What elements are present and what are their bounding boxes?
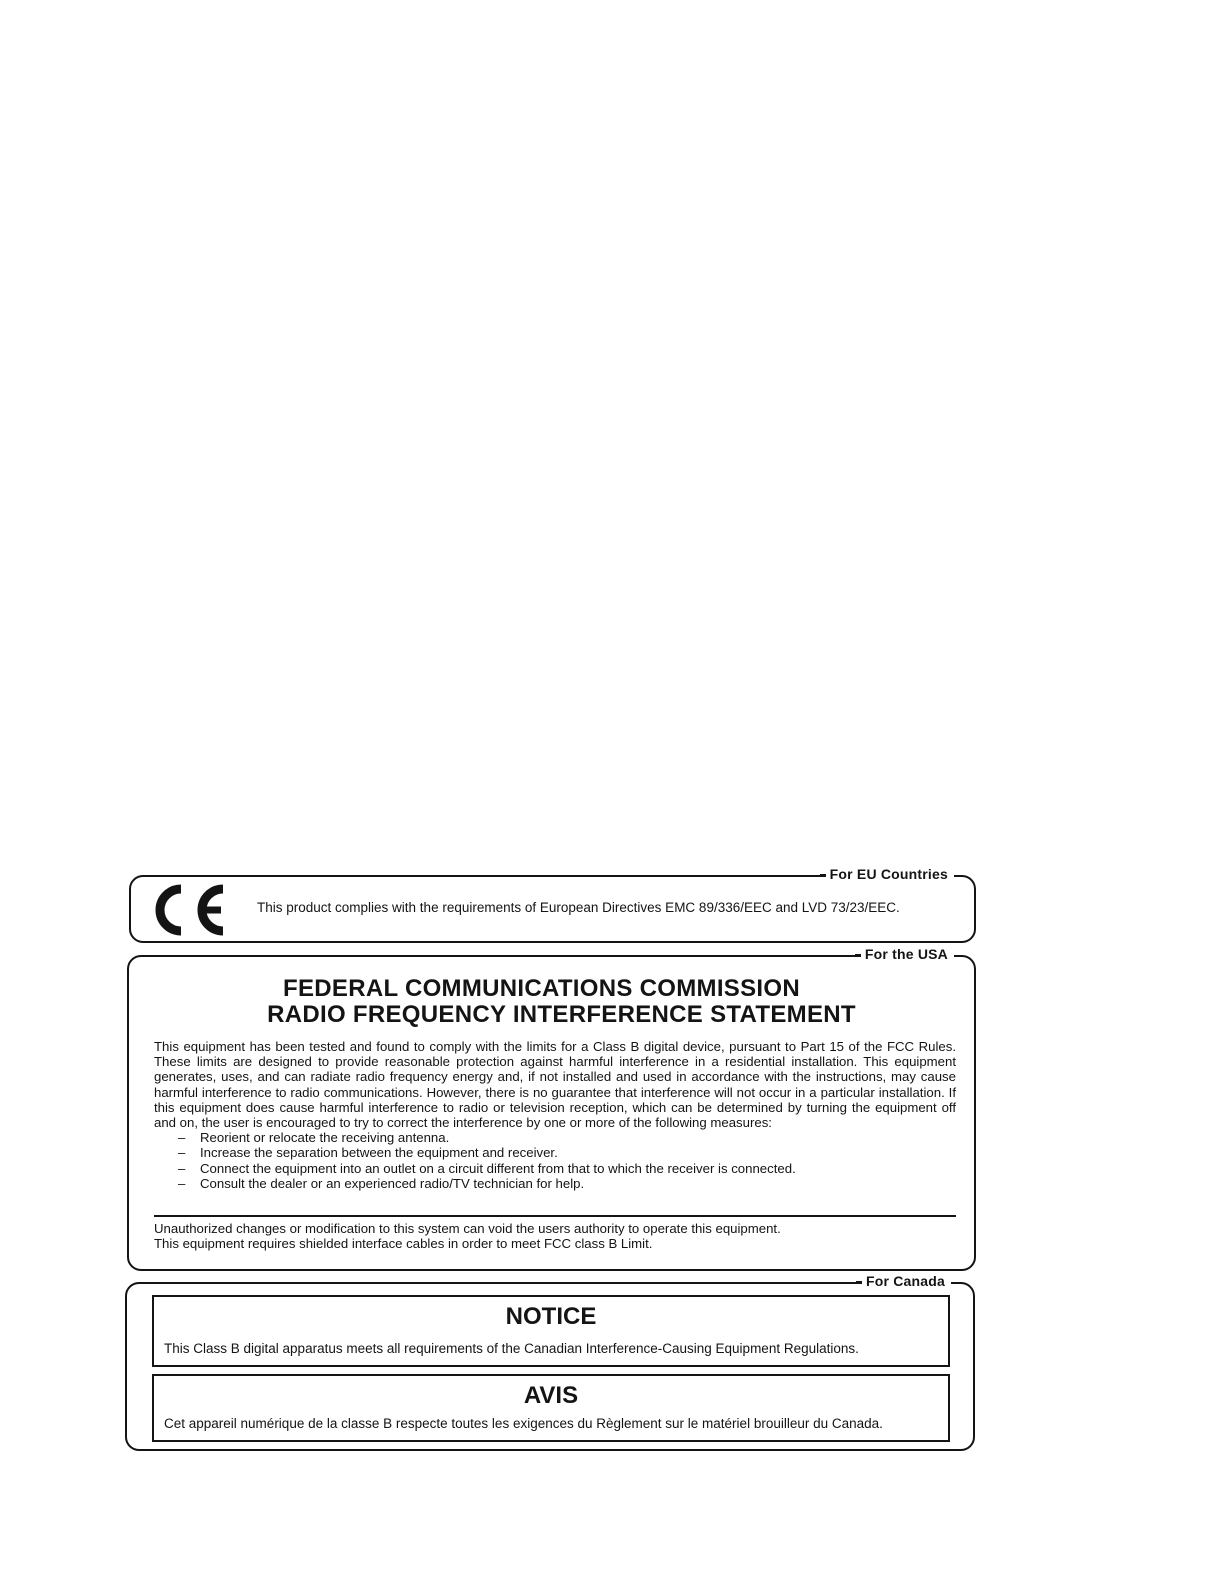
avis-title: AVIS [523,1382,579,1409]
fcc-measures-list [154,1130,956,1191]
avis-box [152,1374,950,1442]
notice-text: This Class B digital apparatus meets all requirements of the Canadian Interference-Causing Equipment Regulations. [164,1341,859,1356]
fcc-footer-line1: Unauthorized changes or modification to this system can void the users authority to operate this equipment. [154,1221,781,1236]
ce-mark-logo [151,883,231,937]
canada-section-tag: For Canada [862,1273,951,1289]
list-item: – Increase the separation between the equipment and receiver. [178,1145,956,1160]
avis-text: Cet appareil numérique de la classe B respecte toutes les exigences du Règlement sur le matériel brouilleur du Canada. [164,1416,883,1431]
fcc-paragraph: This equipment has been tested and found to comply with the limits for a Class B digital device, pursuant to Part 15 of the FCC Rules. These limits are designed to provide reasonable protection against harmful interference in a residential installation. This equipment generates, uses, and can radiate radio frequency energy and, if not installed and used in accordance with the instructions, may cause harmful interference to radio communications. However, there is no guarantee that interference will not occur in a particular installation. If this equipment does cause harmful interference to radio or television reception, which can be determined by turning the equipment off and on, the user is encouraged to try to correct the interference by one or more of the following measures: [154,1039,956,1131]
eu-compliance-box [129,866,976,943]
fcc-statement-body [154,1039,956,1191]
eu-section-tag: For EU Countries [826,866,954,882]
divider [154,1215,956,1217]
fcc-footer-line2: This equipment requires shielded interface cables in order to meet FCC class B Limit. [154,1236,653,1251]
list-item: – Connect the equipment into an outlet on a circuit different from that to which the receiver is connected. [178,1161,956,1176]
fcc-title-line2: RADIO FREQUENCY INTERFERENCE STATEMENT [267,1001,856,1028]
fcc-footer [154,1221,781,1251]
notice-box [152,1295,950,1367]
usa-section-tag: For the USA [861,946,954,962]
usa-fcc-box [127,946,976,1271]
list-item: – Consult the dealer or an experienced radio/TV technician for help. [178,1176,956,1191]
canada-compliance-box [125,1273,975,1451]
eu-compliance-text: This product complies with the requirements of European Directives EMC 89/336/EEC and LVD 73/23/EEC. [257,900,900,915]
notice-title: NOTICE [505,1303,597,1330]
fcc-title-line1: FEDERAL COMMUNICATIONS COMMISSION [282,975,800,1002]
list-item: – Reorient or relocate the receiving antenna. [178,1130,956,1145]
